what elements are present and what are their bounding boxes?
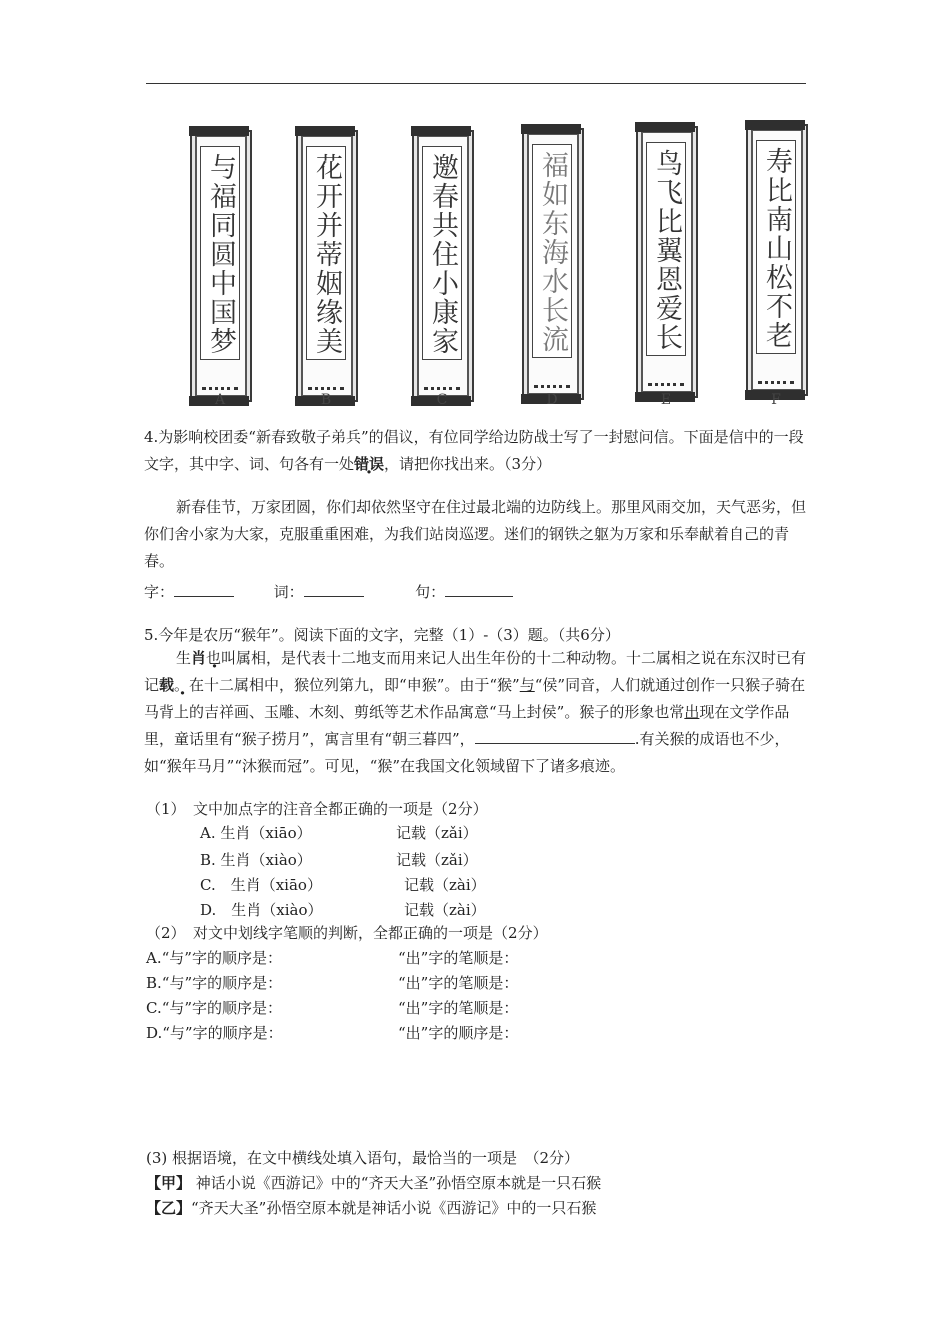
opt1-a-left: A. 生肖（xiāo）	[200, 824, 312, 842]
opt2-c-left: C.“与”字的顺序是：	[146, 999, 283, 1017]
couplet-text: 寿比南山松不老	[761, 147, 792, 350]
answer-zi-blank[interactable]	[174, 580, 234, 597]
opt2-d-right: “出”字的顺序是：	[398, 1024, 519, 1042]
opt1-b-right: 记载（zǎi）	[396, 851, 478, 869]
q5-sub3: (3) 根据语境，在文中横线处填入语句，最恰当的一项是 （2分）	[146, 1149, 580, 1167]
q4-passage: 新春佳节，万家团圆，你们却依然坚守在住过最北端的边防线上。那里风雨交加，天气恶劣，但你们舍小家为大家，克服重重困难，为我们站岗巡逻。迷们的钢铁之躯为万家和乐奉献着自己的青春。	[144, 498, 807, 570]
couplet-text: 与福同圆中国梦	[205, 153, 236, 356]
opt3-jia: 【甲】 神话小说《西游记》中的“齐天大圣”孙悟空原本就是一只石猴	[146, 1174, 602, 1192]
passage-blank[interactable]	[475, 727, 635, 744]
opt1-a-right: 记载（zǎi）	[396, 824, 478, 842]
q4-answer-row	[144, 580, 513, 603]
opt3-yi: 【乙】“齐天大圣”孙悟空原本就是神话小说《西游记》中的一只石猴	[146, 1199, 597, 1217]
opt1-c-right: 记载（zài）	[404, 876, 486, 894]
couplet-label: F	[771, 392, 781, 408]
opt1-c-left: C. 生肖（xiāo）	[200, 876, 322, 894]
header-rule	[146, 83, 806, 84]
couplet-text: 福如东海水长流	[537, 151, 568, 354]
q4-prompt: 4.为影响校团委“新春致敬子弟兵”的倡议，有位同学给边防战士写了一封慰问信。下面是信中的一段文字，其中字、词、句各有一处错误，请把你找出来。（3分）	[144, 428, 804, 473]
label-zi: 字：	[144, 583, 175, 601]
q5-passage: 生肖也叫属相，是代表十二地支而用来记人出生年份的十二种动物。十二属相之说在东汉时已有记载。在十二属相中，猴位列第九，即“申猴”。由于“猴”与“侯”同音，人们就通过创作一只猴子骑在马背上的吉祥画、玉雕、木刻、剪纸等艺术作品寓意“马上封侯”。猴子的形象也常出现在文学作品里，童话里有“猴子捞月”，寓言里有“朝三暮四”， .有关猴的成语也不少，如“猴年马月”“沐猴而冠”。可见，“猴”在我国文化领域留下了诸多痕迹。	[144, 649, 807, 775]
label-ju: 句：	[415, 583, 446, 601]
couplet-label: A	[214, 392, 226, 408]
couplet-text: 花开并蒂姻缘美	[311, 153, 342, 356]
q5-prompt: 5.今年是农历“猴年”。阅读下面的文字，完整（1）-（3）题。（共6分）	[144, 626, 620, 644]
answer-ci-blank[interactable]	[304, 580, 364, 597]
opt1-b-left: B. 生肖（xiào）	[200, 851, 312, 869]
opt2-d-left: D.“与”字的顺序是：	[146, 1024, 283, 1042]
couplet-label: C	[436, 392, 448, 408]
couplet-label: B	[320, 392, 332, 408]
opt2-a-left: A.“与”字的顺序是：	[146, 949, 282, 967]
couplet-figure	[190, 124, 808, 414]
couplet-label: D	[546, 392, 558, 408]
opt2-b-right: “出”字的笔顺是：	[398, 974, 519, 992]
opt2-c-right: “出”字的笔顺是：	[398, 999, 519, 1017]
opt1-d-left: D. 生肖（xiào）	[200, 901, 323, 919]
q5-sub1: （1） 文中加点字的注音全都正确的一项是（2分）	[146, 800, 488, 818]
couplet-text: 鸟飞比翼恩爱长	[651, 149, 682, 352]
q5-sub2: （2） 对文中划线字笔顺的判断，全都正确的一项是（2分）	[146, 924, 548, 942]
couplet-text: 邀春共住小康家	[427, 153, 458, 356]
couplet-label: E	[660, 392, 672, 408]
opt2-a-right: “出”字的笔顺是：	[398, 949, 519, 967]
opt1-d-right: 记载（zài）	[404, 901, 486, 919]
opt2-b-left: B.“与”字的顺序是：	[146, 974, 283, 992]
label-ci: 词：	[273, 583, 304, 601]
answer-ju-blank[interactable]	[445, 580, 513, 597]
